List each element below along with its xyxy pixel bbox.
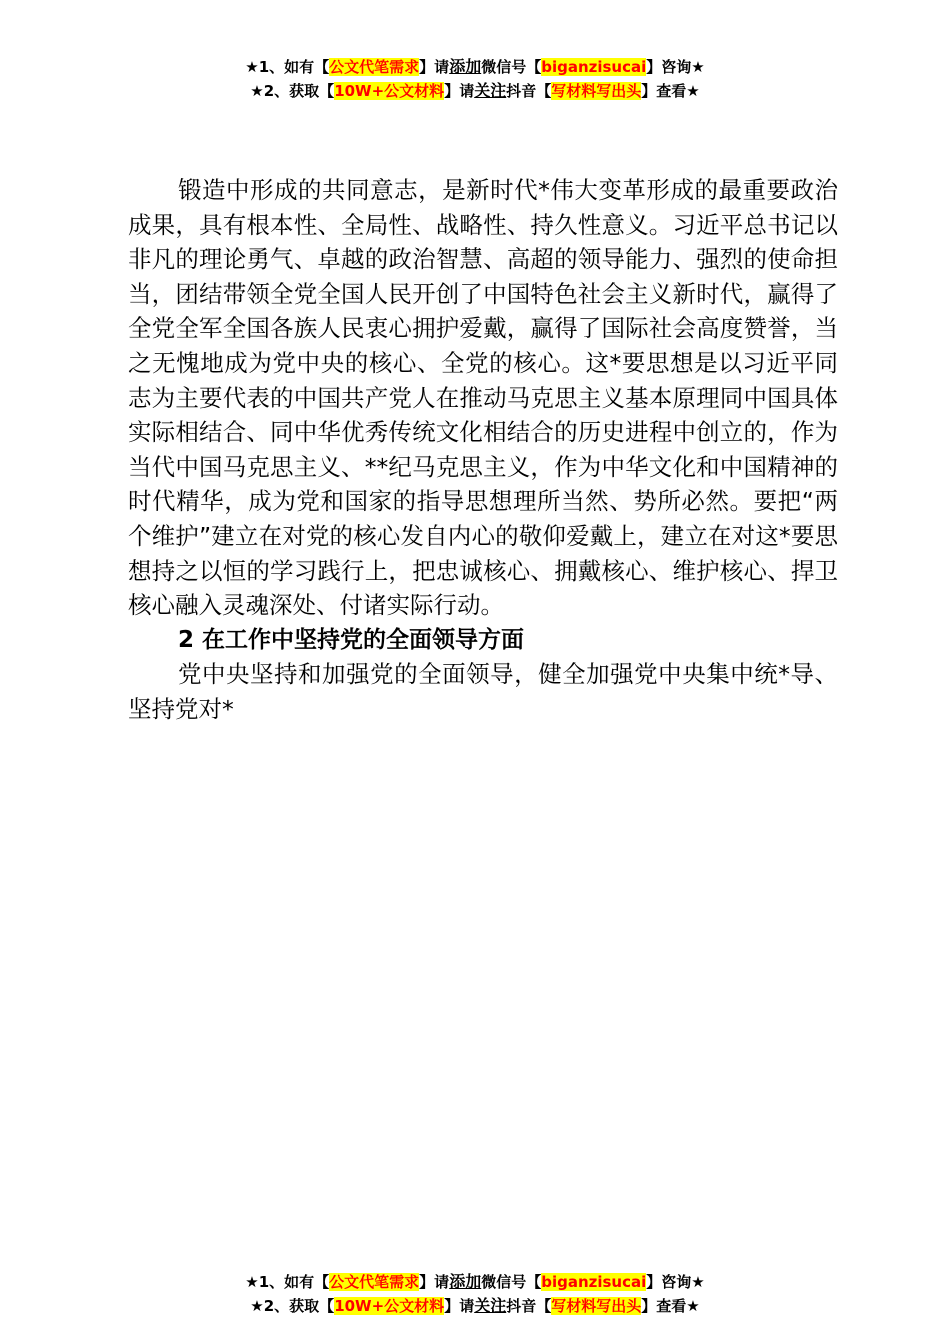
banner-emphasis: 添加	[449, 57, 482, 76]
banner-line-1	[0, 55, 950, 79]
document-body	[128, 173, 838, 727]
highlight-service: 公文代笔需求	[329, 58, 420, 76]
body-paragraph-1: 锻造中形成的共同意志，是新时代*伟大变革形成的最重要政治成果，具有根本性、全局性、战略性、持久性意义。习近平总书记以非凡的理论勇气、卓越的政治智慧、高超的领导能力、强烈的使命担当，团结带领全党全国人民开创了中国特色社会主义新时代，赢得了全党全军全国各族人民衷心拥护爱戴，赢得了国际社会高度赞誉，当之无愧地成为党中央的核心、全党的核心。这*要思想是以习近平同志为主要代表的中国共产党人在推动马克思主义基本原理同中国具体实际相结合、同中华优秀传统文化相结合的历史进程中创立的，作为当代中国马克思主义、**纪马克思主义，作为中华文化和中国精神的时代精华，成为党和国家的指导思想理所当然、势所必然。要把“两个维护”建立在对党的核心发自内心的敬仰爱戴上，建立在对这*要思想持之以恒的学习践行上，把忠诚核心、拥戴核心、维护核心、捍卫核心融入灵魂深处、付诸实际行动。	[128, 176, 838, 620]
banner-text: ★1、如有【	[245, 58, 330, 76]
banner-text: 】咨询★	[646, 58, 705, 76]
banner-text: 】请	[419, 1273, 450, 1291]
highlight-materials: 10W+公文材料	[334, 1297, 445, 1315]
banner-text: 抖音【	[506, 1297, 552, 1315]
banner-text: 抖音【	[506, 82, 552, 100]
banner-line-1	[0, 1270, 950, 1294]
banner-text: 】请	[444, 82, 475, 100]
footer-banner	[0, 1270, 950, 1318]
banner-text: 微信号【	[481, 58, 542, 76]
banner-line-2	[0, 79, 950, 103]
section-heading-2: 2 在工作中坚持党的全面领导方面	[178, 626, 525, 653]
header-banner	[0, 55, 950, 103]
banner-text: 】请	[419, 58, 450, 76]
banner-text: 微信号【	[481, 1273, 542, 1291]
banner-emphasis: 关注	[474, 81, 507, 100]
banner-emphasis: 添加	[449, 1272, 482, 1291]
banner-text: 】查看★	[641, 1297, 700, 1315]
banner-text: 】咨询★	[646, 1273, 705, 1291]
highlight-douyin-id: 写材料写出头	[551, 1297, 642, 1315]
highlight-douyin-id: 写材料写出头	[551, 82, 642, 100]
highlight-wechat-id: biganzisucai	[541, 58, 647, 76]
body-paragraph-2: 党中央坚持和加强党的全面领导，健全加强党中央集中统*导、坚持党对*	[128, 660, 838, 723]
banner-text: ★1、如有【	[245, 1273, 330, 1291]
banner-emphasis: 关注	[474, 1296, 507, 1315]
highlight-materials: 10W+公文材料	[334, 82, 445, 100]
highlight-wechat-id: biganzisucai	[541, 1273, 647, 1291]
highlight-service: 公文代笔需求	[329, 1273, 420, 1291]
banner-text: ★2、获取【	[250, 82, 335, 100]
banner-text: 】查看★	[641, 82, 700, 100]
banner-text: ★2、获取【	[250, 1297, 335, 1315]
banner-line-2	[0, 1294, 950, 1318]
banner-text: 】请	[444, 1297, 475, 1315]
